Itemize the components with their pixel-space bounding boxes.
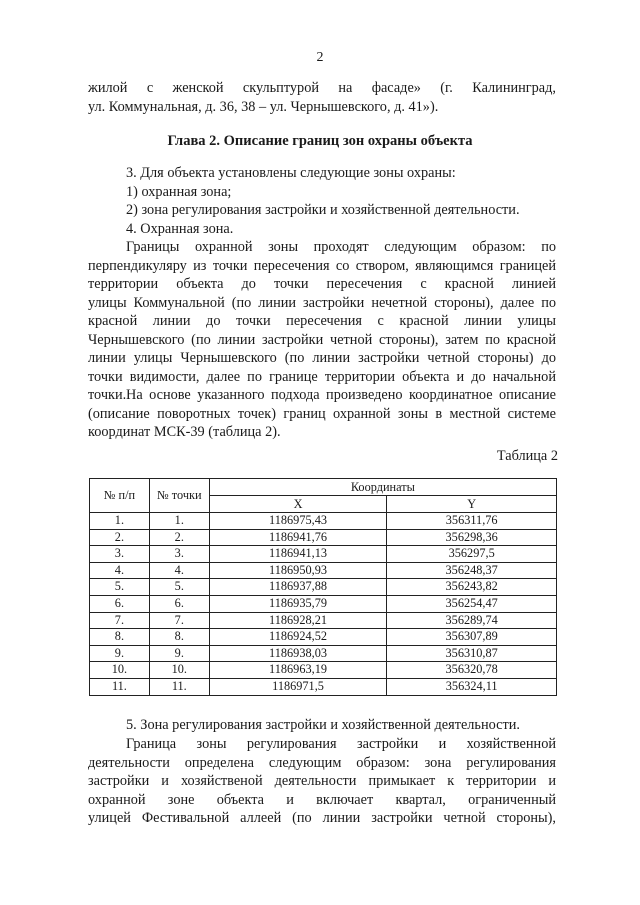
chapter-title: Глава 2. Описание границ зон охраны объекта (167, 133, 473, 149)
table-body (90, 513, 557, 696)
cell-y: 356324,11 (387, 678, 557, 695)
table-caption: Таблица 2 (496, 448, 558, 464)
cell-num: 4. (90, 562, 150, 579)
cell-x: 1186928,21 (209, 612, 387, 629)
cell-y: 356307,89 (387, 629, 557, 646)
cell-y: 356289,74 (387, 612, 557, 629)
paragraph-line: На основе указанного подхода произведено координатное описание (126, 387, 556, 403)
paragraph-line: Граница зоны регулирования застройки и хозяйственной (126, 736, 556, 752)
col-header-x: X (209, 496, 387, 513)
cell-x: 1186938,03 (209, 645, 387, 662)
cell-y: 356243,82 (387, 579, 557, 596)
zone5-paragraph (88, 735, 556, 828)
cell-num: 1. (90, 513, 150, 530)
table-row (90, 529, 557, 546)
col-header-point: № точки (149, 479, 209, 513)
cell-x: 1186937,88 (209, 579, 387, 596)
cell-num: 5. (90, 579, 150, 596)
paragraph-line: улицей Фестивальной аллеей (по линии застройки четной стороны), (88, 810, 556, 826)
paragraph-line: точки видимости, далее по границе территории объекта и до начальной (88, 368, 556, 385)
cell-y: 356311,76 (387, 513, 557, 530)
cell-point: 5. (149, 579, 209, 596)
table-row (90, 562, 557, 579)
cell-point: 4. (149, 562, 209, 579)
paragraph-line: координат МСК-39 (таблица 2). (88, 424, 281, 440)
cell-num: 2. (90, 529, 150, 546)
paragraph-line: Чернышевского (по линии застройки четной стороны), затем по красной (88, 331, 556, 348)
intro-line: ул. Коммунальная, д. 36, 38 – ул. Чернышевского, д. 41»). (88, 98, 439, 115)
col-header-y: Y (387, 496, 557, 513)
table-row (90, 513, 557, 530)
cell-num: 11. (90, 678, 150, 695)
zones-item-3-2: 2) зона регулирования застройки и хозяйственной деятельности. (126, 202, 520, 218)
paragraph-line: охранной зоне объекта и включает квартал, ограниченный (88, 791, 556, 808)
paragraph-line: линии улицы Чернышевского (по линии застройки четной стороны) до (88, 350, 556, 366)
cell-num: 6. (90, 595, 150, 612)
paragraph-line: (описание поворотных точек) границ охранной зоны в местной системе (88, 405, 556, 422)
cell-x: 1186950,93 (209, 562, 387, 579)
col-header-num: № п/п (90, 479, 150, 513)
cell-x: 1186941,13 (209, 546, 387, 563)
paragraph-line: красной линии до точки пересечения с красной линии улицы (88, 313, 556, 329)
cell-point: 11. (149, 678, 209, 695)
paragraph-line: точки. (88, 387, 127, 403)
cell-num: 9. (90, 645, 150, 662)
zones-list (88, 164, 556, 238)
table-row (90, 678, 557, 695)
cell-point: 2. (149, 529, 209, 546)
cell-x: 1186935,79 (209, 595, 387, 612)
cell-point: 6. (149, 595, 209, 612)
table-row (90, 546, 557, 563)
cell-x: 1186941,76 (209, 529, 387, 546)
paragraph-line: улицы Коммунальной (по линии застройки нечетной стороны), далее по (88, 294, 556, 311)
page-number: 2 (316, 50, 324, 65)
cell-x: 1186975,43 (209, 513, 387, 530)
paragraph-line: территории объекта до точки пересечения с красной линией (88, 276, 556, 292)
zones-item-3: 3. Для объекта установлены следующие зоны охраны: (126, 165, 456, 181)
cell-y: 356248,37 (387, 562, 557, 579)
cell-x: 1186963,19 (209, 662, 387, 679)
cell-y: 356320,78 (387, 662, 557, 679)
table-row (90, 662, 557, 679)
cell-y: 356254,47 (387, 595, 557, 612)
cell-x: 1186971,5 (209, 678, 387, 695)
cell-point: 7. (149, 612, 209, 629)
table-row (90, 595, 557, 612)
cell-point: 10. (149, 662, 209, 679)
paragraph-line: застройки и хозяйственой деятельности примыкает к территории и (88, 773, 556, 789)
cell-y: 356310,87 (387, 645, 557, 662)
cell-y: 356298,36 (387, 529, 557, 546)
cell-point: 3. (149, 546, 209, 563)
col-header-coords: Координаты (209, 479, 556, 496)
cell-num: 8. (90, 629, 150, 646)
zones-item-4: 4. Охранная зона. (126, 220, 234, 237)
intro-text (88, 79, 556, 116)
cell-num: 7. (90, 612, 150, 629)
table-row (90, 645, 557, 662)
zones-item-3-1: 1) охранная зона; (126, 183, 232, 200)
cell-point: 8. (149, 629, 209, 646)
intro-line: жилой с женской скульптурой на фасаде» (г. Калининград, (88, 80, 556, 96)
paragraph-line: перпендикуляру из точки пересечения со створом, являющимся границей (88, 257, 556, 274)
table-row (90, 579, 557, 596)
zones-item-5: 5. Зона регулирования застройки и хозяйственной деятельности. (126, 717, 520, 733)
cell-x: 1186924,52 (209, 629, 387, 646)
paragraph-line: деятельности определена следующим образом: зона регулирования (88, 754, 556, 771)
coords-paragraph (88, 386, 556, 442)
item-5 (88, 716, 556, 735)
cell-num: 3. (90, 546, 150, 563)
table-row (90, 612, 557, 629)
paragraph-line: Границы охранной зоны проходят следующим образом: по (126, 239, 556, 255)
cell-num: 10. (90, 662, 150, 679)
cell-point: 1. (149, 513, 209, 530)
cell-point: 9. (149, 645, 209, 662)
coordinates-table (89, 478, 557, 696)
boundary-paragraph (88, 238, 556, 405)
table-row (90, 629, 557, 646)
cell-y: 356297,5 (387, 546, 557, 563)
